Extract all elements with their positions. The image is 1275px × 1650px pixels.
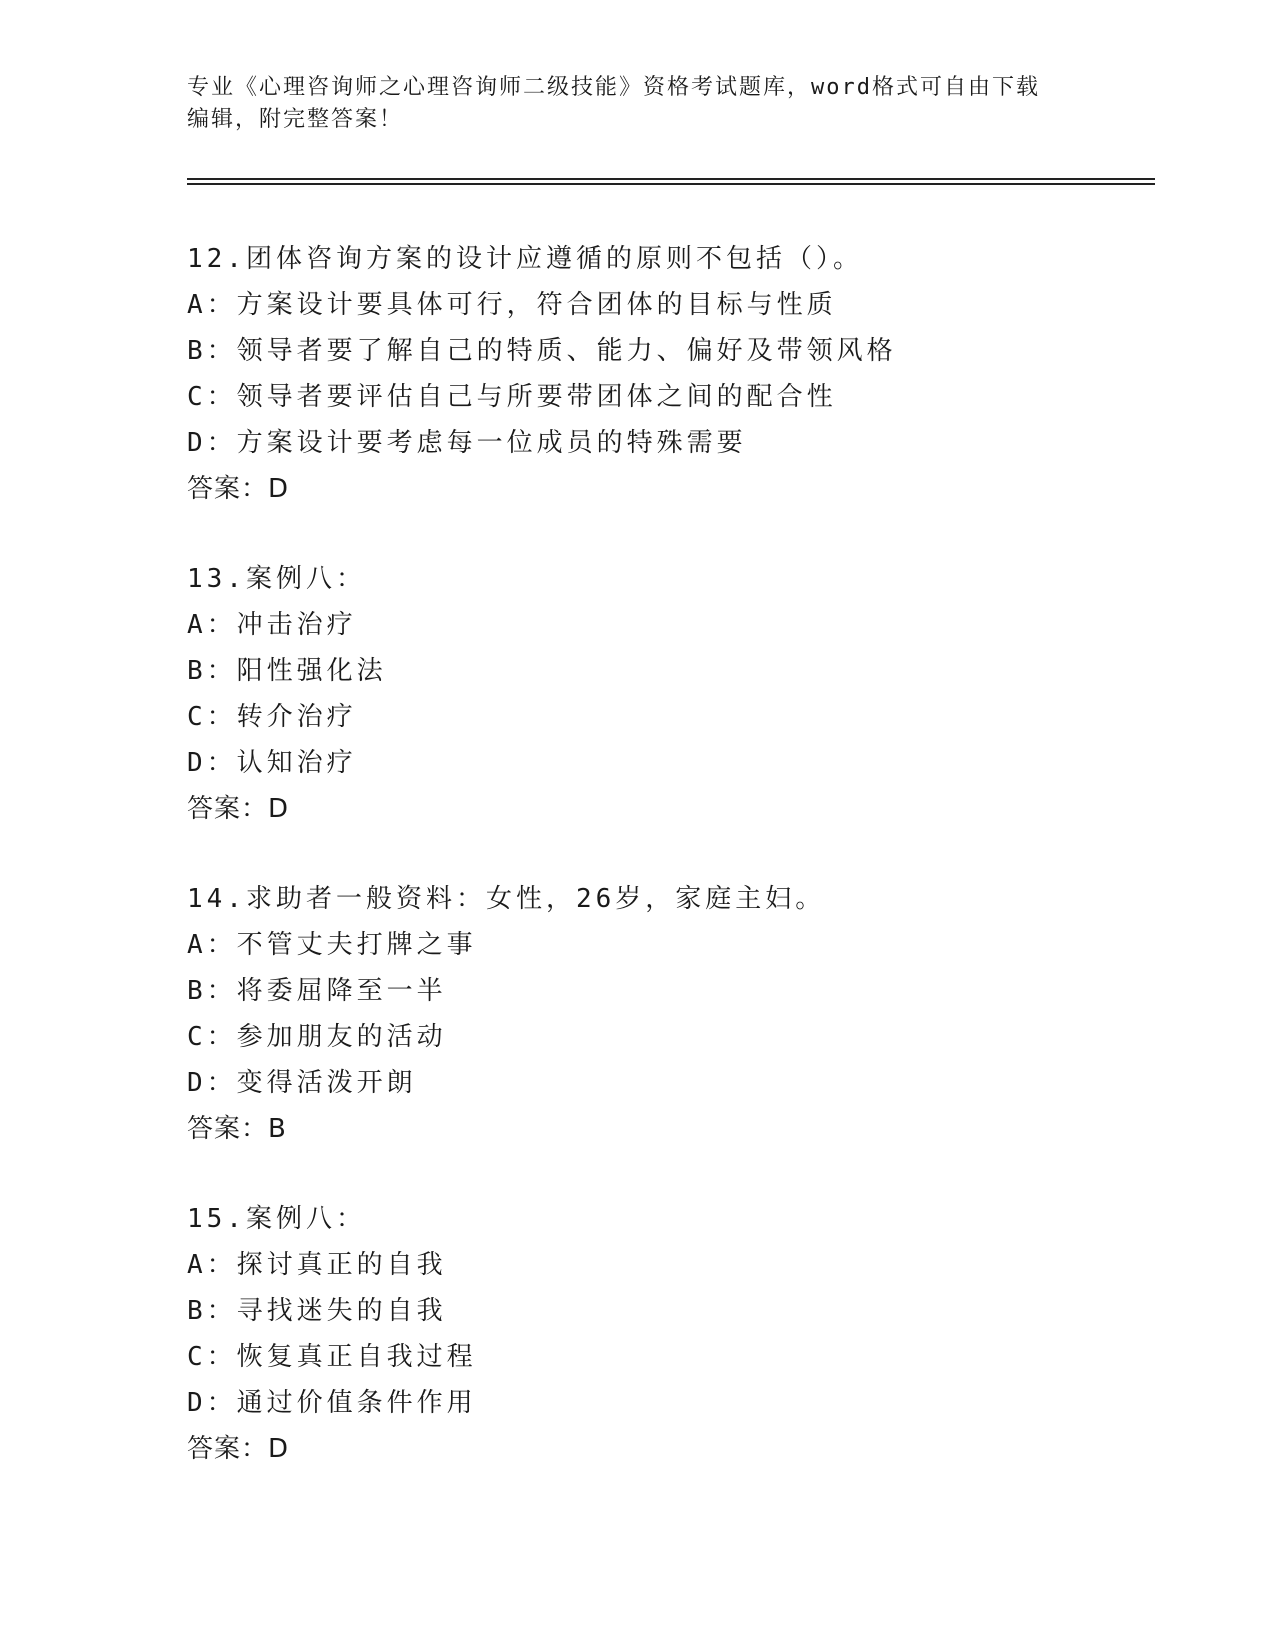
- question-15: [187, 1196, 1147, 1472]
- option-a: A：方案设计要具体可行，符合团体的目标与性质: [187, 290, 837, 320]
- header-divider-bottom: [187, 183, 1155, 185]
- header-divider-top: [187, 178, 1155, 180]
- question-stem: 14.求助者一般资料：女性，26岁，家庭主妇。: [187, 884, 826, 914]
- option-a: A：不管丈夫打牌之事: [187, 930, 477, 960]
- header-line-2: 编辑，附完整答案！: [187, 107, 404, 132]
- question-12: [187, 236, 1147, 512]
- option-a: A：冲击治疗: [187, 610, 357, 640]
- question-stem: 15.案例八：: [187, 1204, 366, 1234]
- option-a: A：探讨真正的自我: [187, 1250, 447, 1280]
- answer-line: 答案：D: [187, 474, 290, 504]
- option-b: B：领导者要了解自己的特质、能力、偏好及带领风格: [187, 336, 897, 366]
- answer-line: 答案：D: [187, 1434, 290, 1464]
- option-c: C：恢复真正自我过程: [187, 1342, 477, 1372]
- option-d: D：认知治疗: [187, 748, 357, 778]
- option-d: D：变得活泼开朗: [187, 1068, 417, 1098]
- question-14: [187, 876, 1147, 1152]
- option-b: B：将委屈降至一半: [187, 976, 447, 1006]
- question-13: [187, 556, 1147, 832]
- answer-line: 答案：D: [187, 794, 290, 824]
- option-c: C：领导者要评估自己与所要带团体之间的配合性: [187, 382, 837, 412]
- answer-line: 答案：B: [187, 1114, 287, 1144]
- option-c: C：参加朋友的活动: [187, 1022, 447, 1052]
- option-c: C：转介治疗: [187, 702, 357, 732]
- document-header: [187, 72, 1067, 136]
- question-stem: 12.团体咨询方案的设计应遵循的原则不包括（）。: [187, 244, 863, 274]
- option-d: D：方案设计要考虑每一位成员的特殊需要: [187, 428, 747, 458]
- option-b: B：寻找迷失的自我: [187, 1296, 447, 1326]
- question-stem: 13.案例八：: [187, 564, 366, 594]
- header-line-1: 专业《心理咨询师之心理咨询师二级技能》资格考试题库，word格式可自由下载: [187, 75, 1040, 100]
- option-b: B：阳性强化法: [187, 656, 387, 686]
- option-d: D：通过价值条件作用: [187, 1388, 477, 1418]
